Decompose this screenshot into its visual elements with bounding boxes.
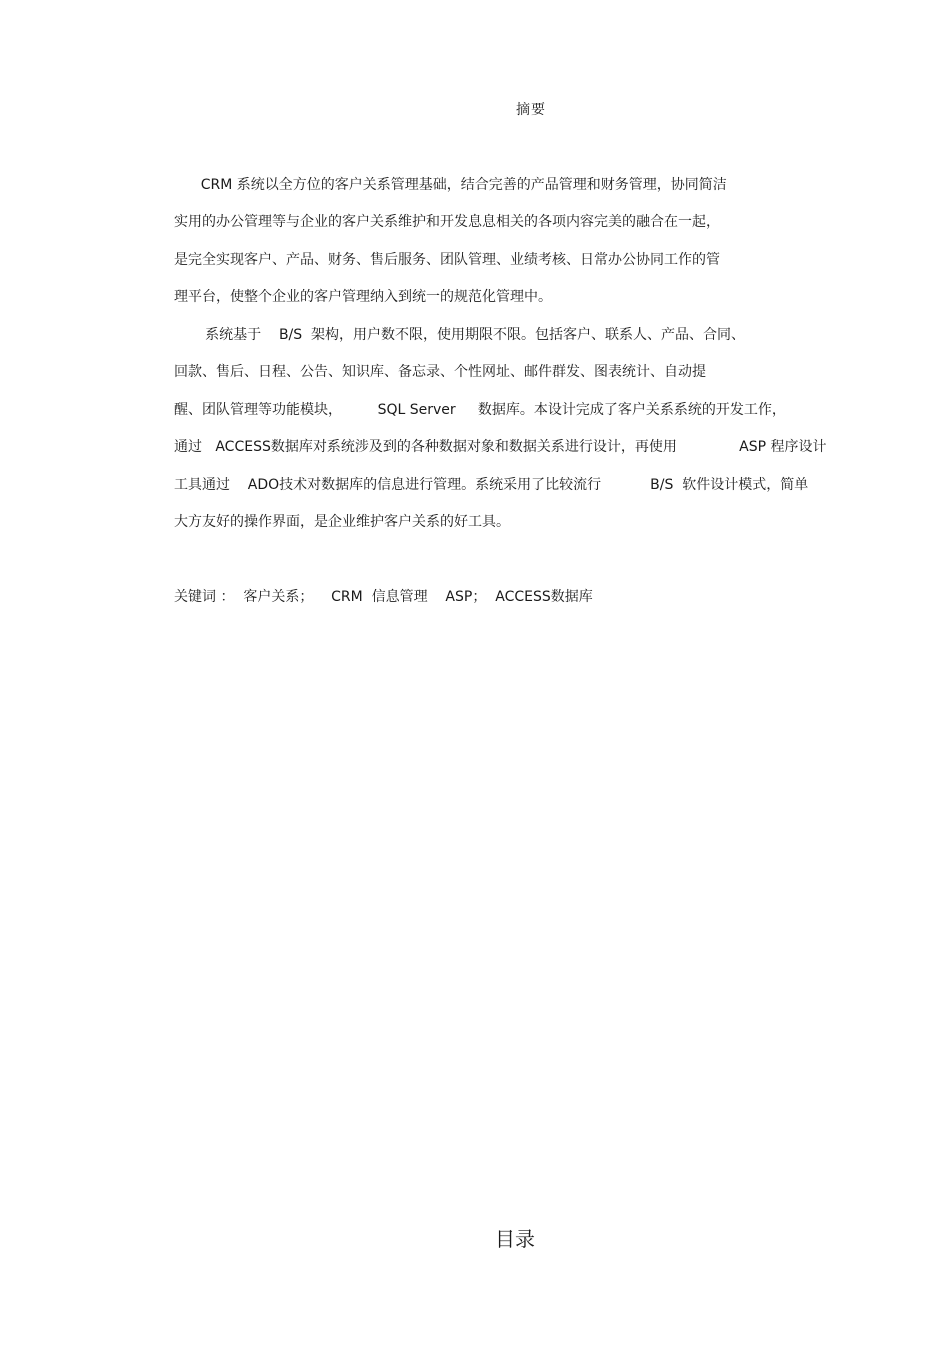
- toc-heading: 目录: [495, 1227, 535, 1251]
- keywords-line: 关键词 ： 客户关系； CRM 信息管理 ASP； ACCESS数据库: [174, 589, 593, 605]
- abstract-heading: 摘要: [516, 102, 546, 118]
- abstract-paragraph-line: 系统基于 B/S 架构，用户数不限，使用期限不限。包括客户、联系人、产品、合同、: [174, 327, 746, 343]
- abstract-paragraph-line: 实用的办公管理等与企业的客户关系维护和开发息息相关的各项内容完美的融合在一起，: [174, 214, 720, 230]
- abstract-paragraph-line: 大方友好的操作界面，是企业维护客户关系的好工具。: [174, 514, 510, 530]
- abstract-paragraph-line: 理平台，使整个企业的客户管理纳入到统一的规范化管理中。: [174, 289, 552, 305]
- abstract-paragraph-line: CRM 系统以全方位的客户关系管理基础，结合完善的产品管理和财务管理，协同简洁: [174, 177, 727, 193]
- abstract-paragraph-line: 工具通过 ADO技术对数据库的信息进行管理。系统采用了比较流行 B/S 软件设计模式，简单: [174, 477, 809, 493]
- abstract-paragraph-line: 是完全实现客户、产品、财务、售后服务、团队管理、业绩考核、日常办公协同工作的管: [174, 252, 720, 268]
- abstract-paragraph-line: 通过 ACCESS数据库对系统涉及到的各种数据对象和数据关系进行设计，再使用 ASP 程序设计: [174, 439, 827, 455]
- abstract-paragraph-line: 回款、售后、日程、公告、知识库、备忘录、个性网址、邮件群发、图表统计、自动提: [174, 364, 706, 380]
- abstract-paragraph-line: 醒、团队管理等功能模块， SQL Server 数据库。本设计完成了客户关系系统的开发工作，: [174, 402, 786, 418]
